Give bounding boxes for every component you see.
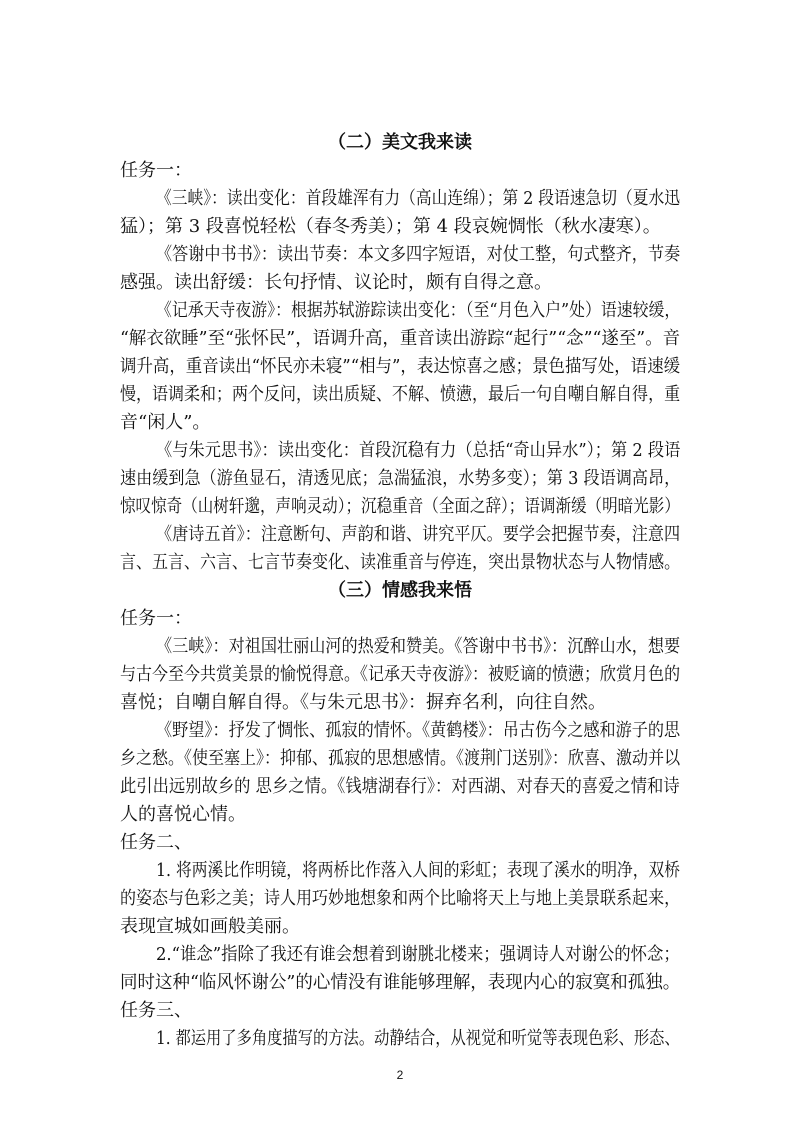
paragraph-line: 慢，语调柔和；两个反问，读出质疑、不解、愤懑，最后一句自嘲自解自得，重: [120, 384, 681, 405]
paragraph-line: “解衣欲睡”至“张怀民”，语调升高，重音读出游踪“起行”“念”“遂至”。音: [120, 328, 681, 349]
paragraph-line: 1. 将两溪比作明镜，将两桥比作落入人间的彩虹；表现了溪水的明净，双桥: [156, 860, 681, 881]
section-heading-reading: （二）美文我来读: [328, 132, 472, 153]
paragraph-line: 《野望》：抒发了惆怅、孤寂的情怀。《黄鹤楼》：吊古伤今之感和游子的思: [156, 720, 681, 741]
task-label: 任务一：: [120, 608, 192, 629]
page-number: 2: [396, 1068, 404, 1082]
paragraph-line: 言、五言、六言、七言节奏变化、读准重音与停连，突出景物状态与人物情感。: [120, 552, 681, 573]
paragraph-line: 1. 都运用了多角度描写的方法。动静结合，从视觉和听觉等表现色彩、形态、: [156, 1028, 680, 1049]
paragraph-line: 喜悦；自嘲自解自得。《与朱元思书》：摒弃名利，向往自然。: [120, 692, 606, 713]
paragraph-line: 速由缓到急（游鱼显石，清透见底；急湍猛浪，水势多变）；第 3 段语调高昂，: [120, 468, 681, 489]
paragraph-line: 惊叹惊奇（山树轩邈，声响灵动）；沉稳重音（全面之辞）；语调渐缓（明暗光影）: [120, 496, 680, 517]
paragraph-line: 与古今至今共赏美景的愉悦得意。《记承天寺夜游》：被贬谪的愤懑；欣赏月色的: [120, 664, 681, 685]
paragraph-line: 感强。读出舒缓：长句抒情、议论时，颇有自得之意。: [120, 272, 552, 293]
paragraph-line: 《答谢中书书》：读出节奏：本文多四字短语，对仗工整，句式整齐，节奏: [156, 244, 681, 265]
task-label: 任务二、: [120, 832, 192, 853]
paragraph-line: 《三峡》：读出变化：首段雄浑有力（高山连绵）；第 2 段语速急切（夏水迅: [156, 188, 681, 209]
paragraph-line: 猛）；第 3 段喜悦轻松（春冬秀美）；第 4 段哀婉惆怅（秋水凄寒）。: [120, 216, 661, 237]
paragraph-line: 表现宣城如画般美丽。: [120, 916, 300, 937]
task-label: 任务一：: [120, 160, 192, 181]
paragraph-line: 2.“谁念”指除了我还有谁会想着到谢朓北楼来；强调诗人对谢公的怀念；: [156, 944, 680, 965]
paragraph-line: 人的喜悦心情。: [120, 804, 246, 825]
paragraph-line: 《三峡》：对祖国壮丽山河的热爱和赞美。《答谢中书书》：沉醉山水，想要: [156, 636, 681, 657]
paragraph-line: 《记承天寺夜游》：根据苏轼游踪读出变化：（至“月色入户”处）语速较缓，: [156, 300, 681, 321]
paragraph-line: 调升高，重音读出“怀民亦未寝”“相与”，表达惊喜之感；景色描写处，语速缓: [120, 356, 681, 377]
paragraph-line: 同时这种“临风怀谢公”的心情没有谁能够理解，表现内心的寂寞和孤独。: [120, 972, 681, 993]
task-label: 任务三、: [120, 1000, 192, 1021]
paragraph-line: 《与朱元思书》：读出变化：首段沉稳有力（总括“奇山异水”）；第 2 段语: [156, 440, 681, 461]
paragraph-line: 乡之愁。《使至塞上》：抑郁、孤寂的思想感情。《渡荆门送别》：欣喜、激动并以: [120, 748, 681, 769]
paragraph-line: 《唐诗五首》：注意断句、声韵和谐、讲究平仄。要学会把握节奏，注意四: [156, 524, 681, 545]
section-heading-emotion: （三）情感我来悟: [328, 580, 472, 601]
paragraph-line: 此引出远别故乡的 思乡之情。《钱塘湖春行》：对西湖、对春天的喜爱之情和诗: [120, 776, 680, 797]
paragraph-line: 的姿态与色彩之美；诗人用巧妙地想象和两个比喻将天上与地上美景联系起来，: [120, 888, 681, 909]
paragraph-line: 音“闲人”。: [120, 412, 211, 433]
